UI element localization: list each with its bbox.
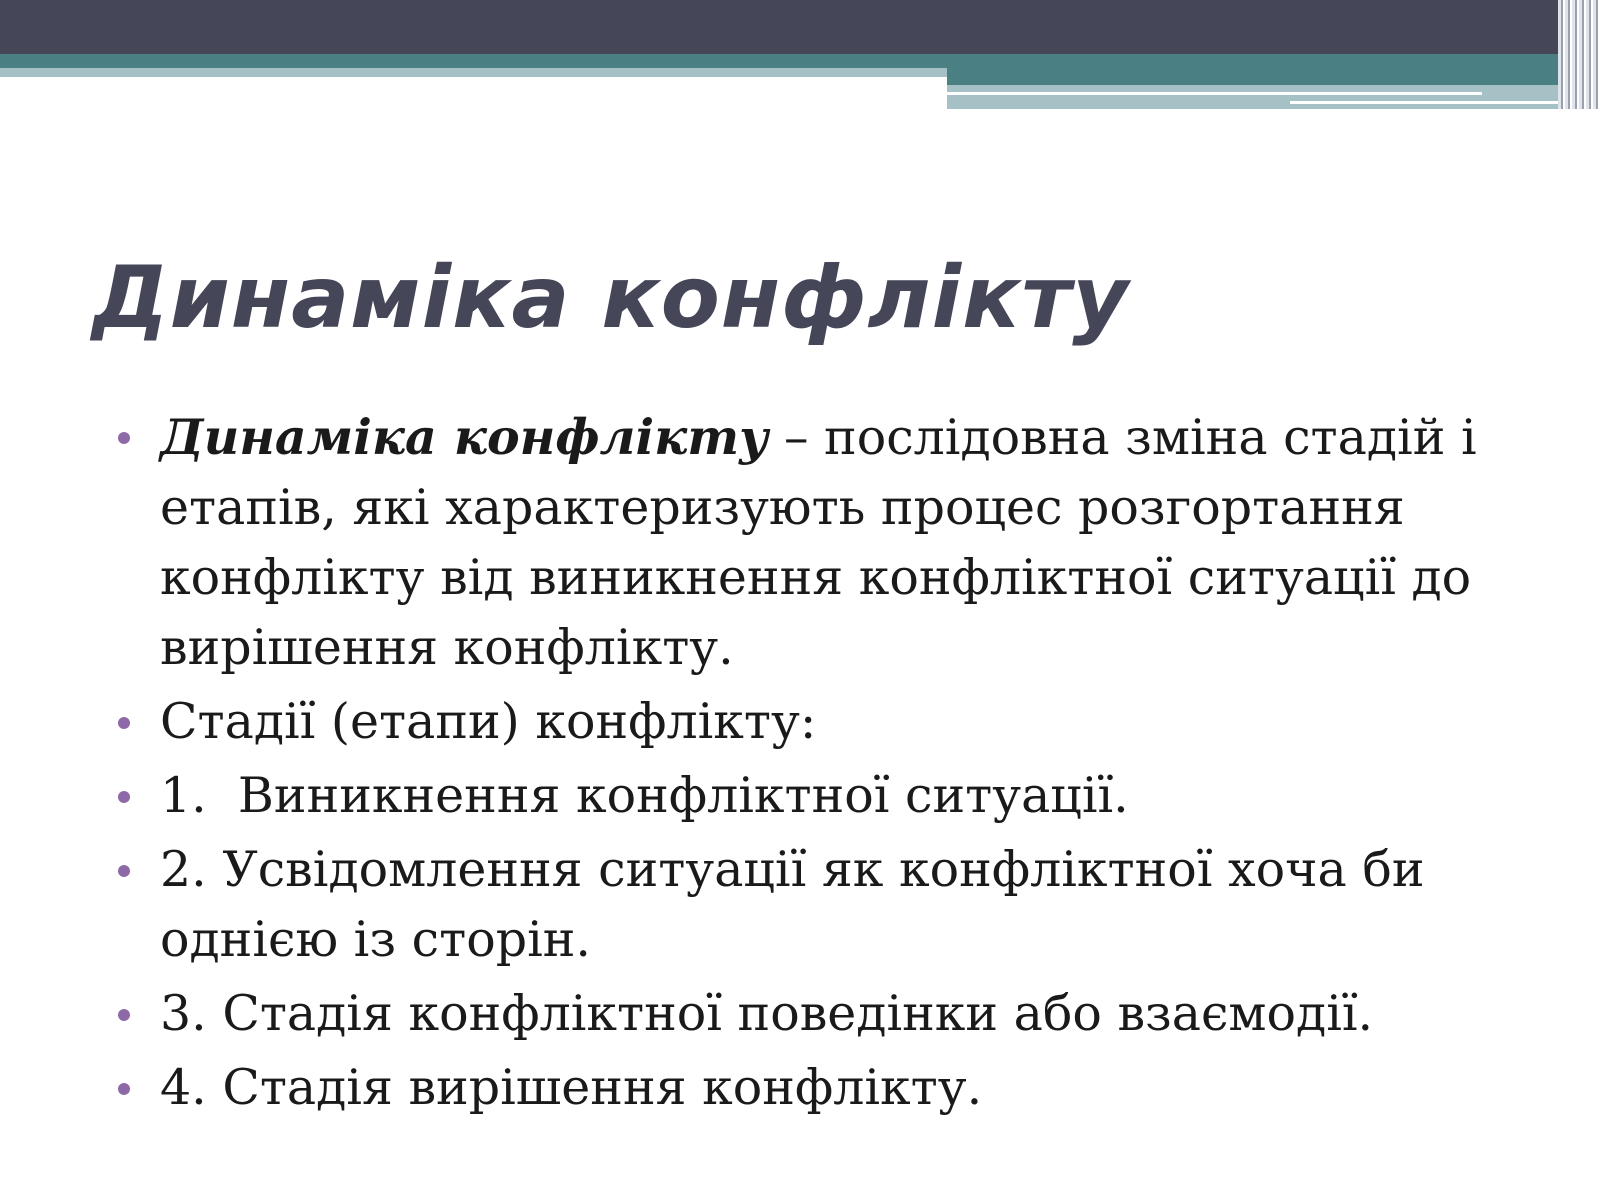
- bullet-dot-icon: [118, 717, 130, 729]
- bullet-dot-icon: [118, 791, 130, 803]
- bullet-item-stage-3: [112, 979, 1572, 1049]
- bullet-text: 1. Виникнення конфліктної ситуації.: [160, 767, 1129, 824]
- bullet-text: 3. Стадія конфліктної поведінки або взаємодії.: [160, 985, 1374, 1042]
- bullet-item-stages-heading: [112, 687, 1572, 757]
- definition-term: Динаміка конфлікту: [160, 408, 769, 466]
- header-band-dark: [0, 0, 1600, 54]
- bullet-dot-icon: [118, 1009, 130, 1021]
- header-band-teal-right: [947, 68, 1600, 85]
- header-band-teal: [0, 54, 1600, 68]
- bullet-list: [112, 402, 1572, 1127]
- header-edge-stripes: [1558, 0, 1600, 109]
- header-divider-line: [947, 92, 1482, 95]
- bullet-item-stage-1: [112, 761, 1572, 831]
- bullet-item-definition: [112, 402, 1572, 683]
- header-band-light-right: [947, 85, 1600, 109]
- bullet-text: 4. Стадія вирішення конфлікту.: [160, 1059, 983, 1116]
- header-band-light-left: [0, 68, 947, 77]
- bullet-item-stage-4: [112, 1053, 1572, 1123]
- bullet-dot-icon: [118, 865, 130, 877]
- slide-title: Динаміка конфлікту: [92, 248, 1130, 348]
- header-divider-line-short: [1290, 101, 1600, 104]
- bullet-dot-icon: [118, 1083, 130, 1095]
- bullet-text: 2. Усвідомлення ситуації як конфліктної хоча би однією із сторін.: [160, 841, 1425, 968]
- definition-text: – послідовна зміна стадій і етапів, які характеризують процес розгортання конфлікту від виникнення конфліктної ситуації до вирішення конфлікту.: [160, 409, 1477, 676]
- bullet-item-stage-2: [112, 835, 1572, 975]
- bullet-text: Стадії (етапи) конфлікту:: [160, 693, 817, 750]
- bullet-dot-icon: [118, 432, 130, 444]
